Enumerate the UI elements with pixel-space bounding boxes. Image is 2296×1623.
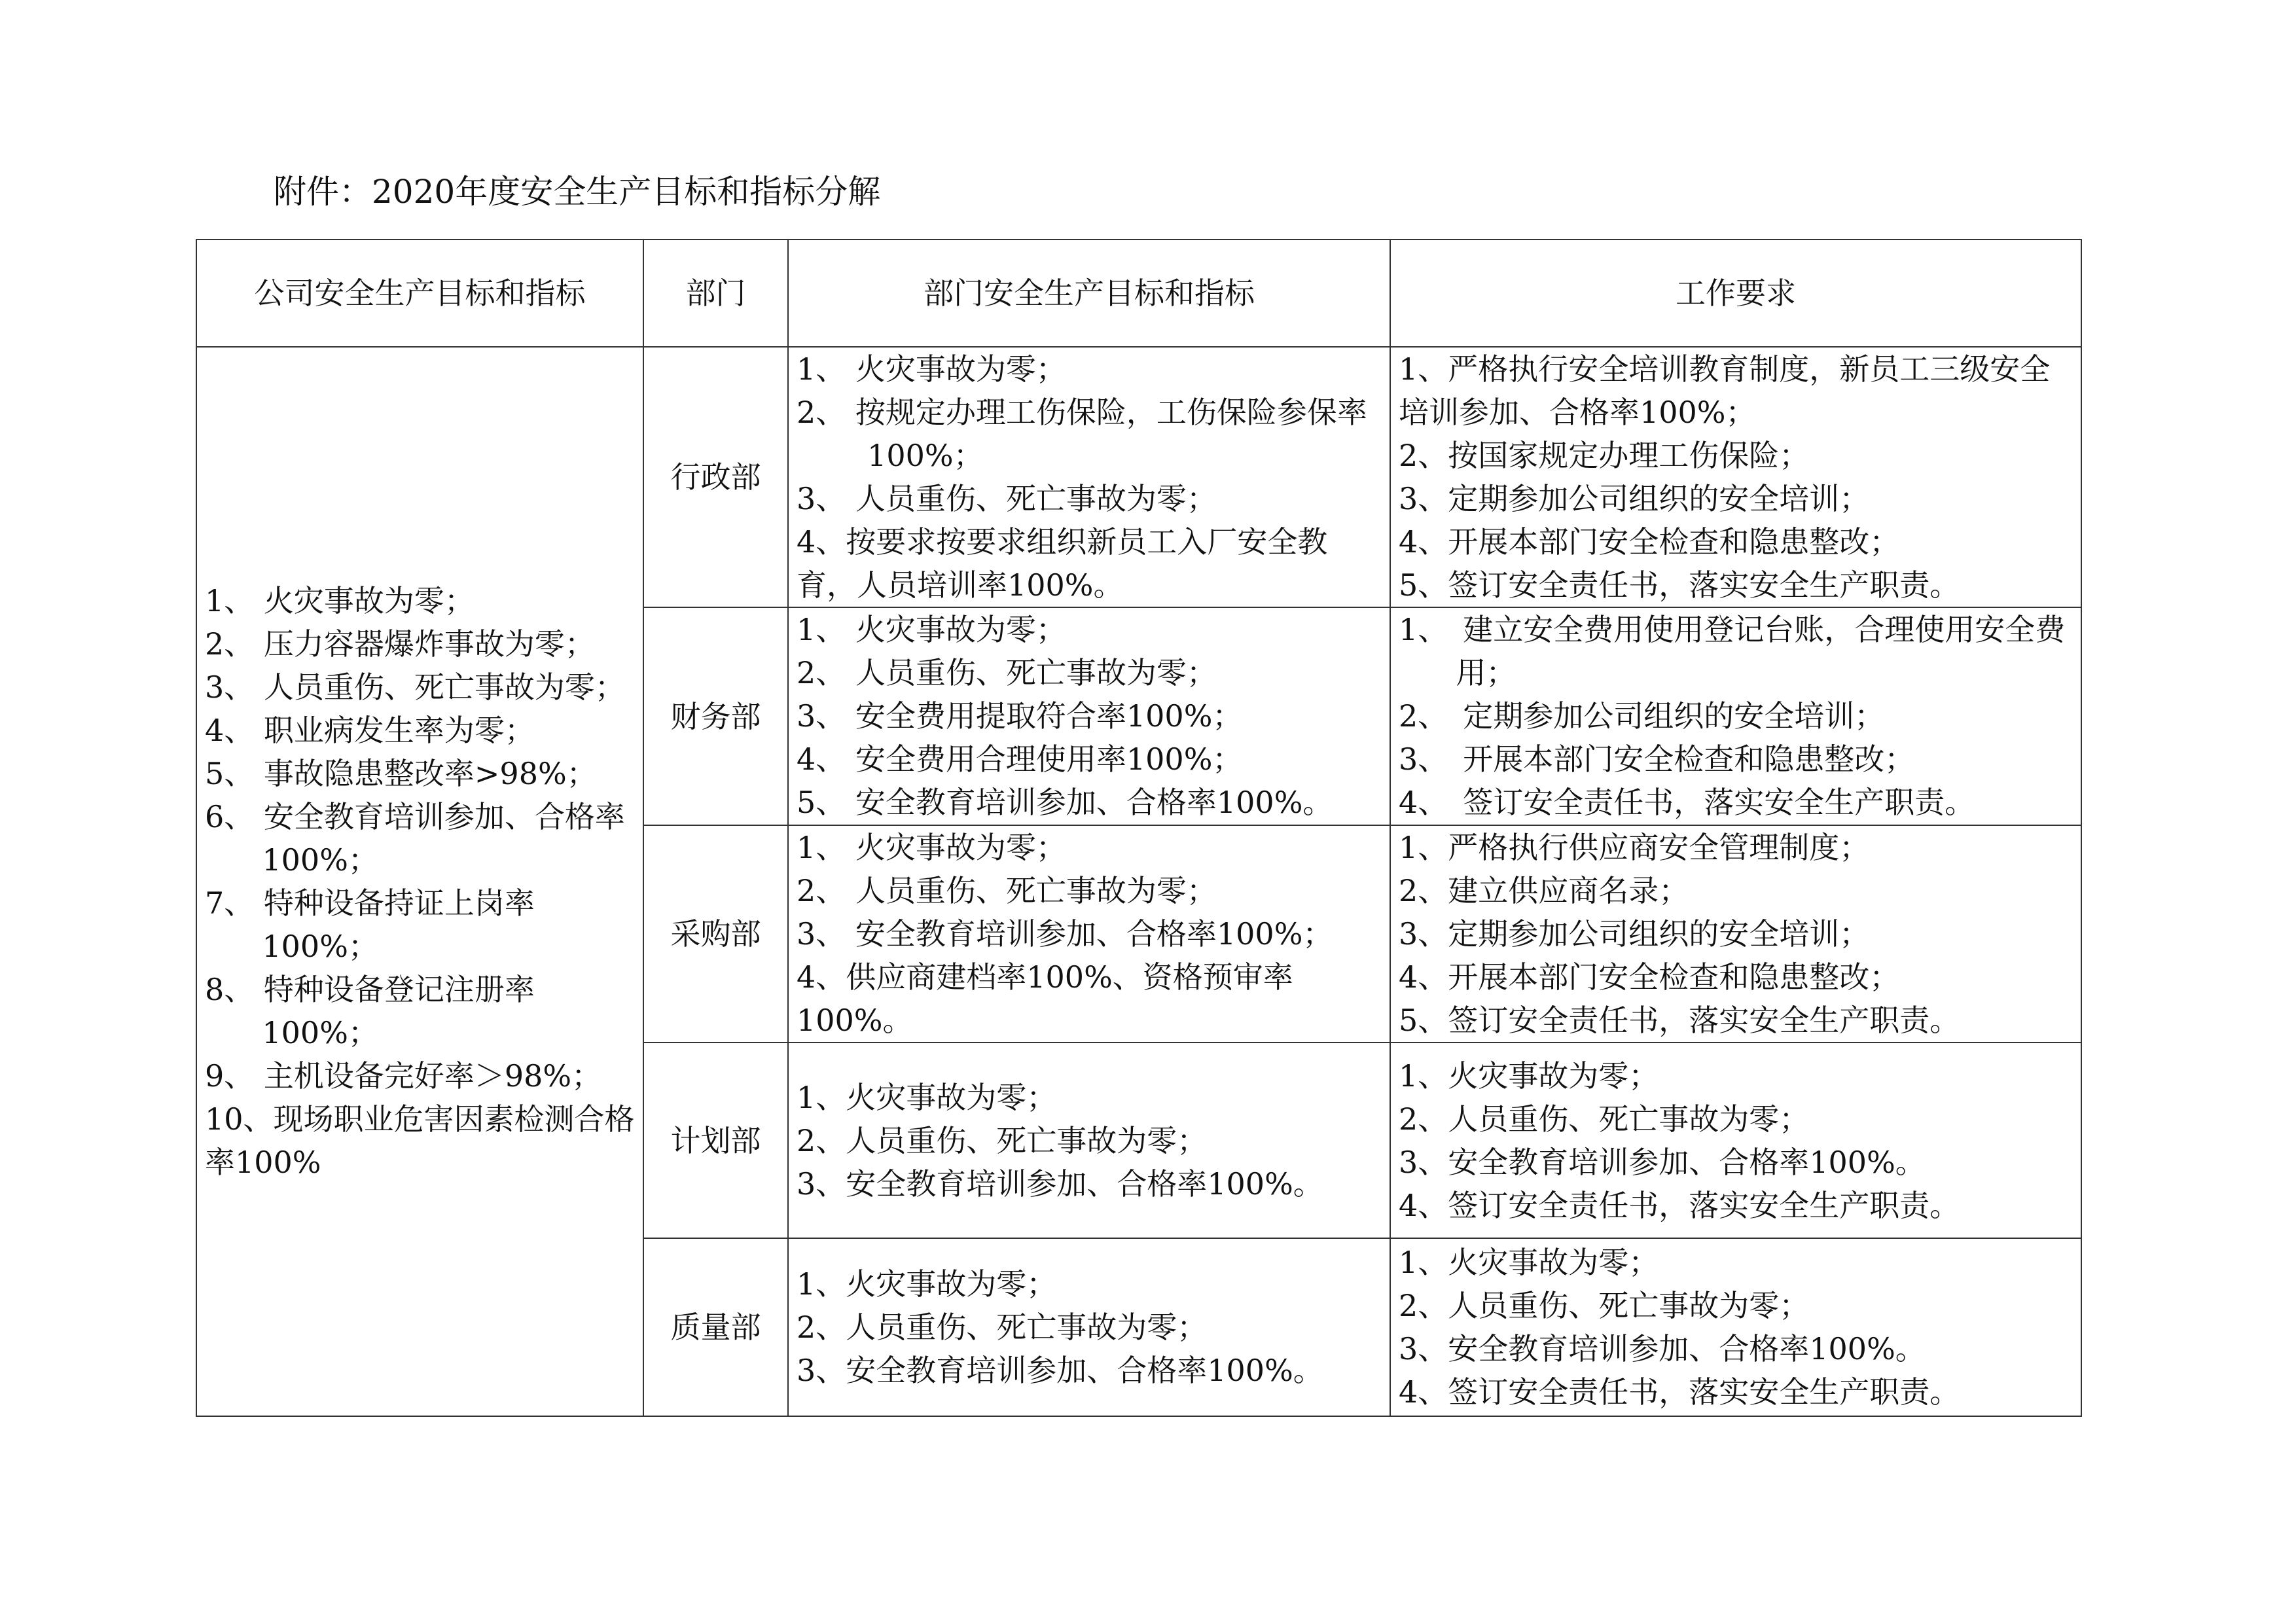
table-header-row (196, 240, 2081, 347)
list-item: 5、 事故隐患整改率>98%； (205, 756, 597, 791)
department-goals-cell (788, 825, 1390, 1043)
list-item: 3、定期参加公司组织的安全培训； (1399, 481, 1870, 516)
list-item: 4、开展本部门安全检查和隐患整改； (1399, 524, 1900, 560)
list-item: 4、签订安全责任书，落实安全生产职责。 (1399, 1374, 1960, 1410)
list-item: 1、火灾事故为零； (797, 1079, 1057, 1115)
list-item: 3、安全教育培训参加、合格率100%。 (797, 1166, 1323, 1202)
list-item: 4、 安全费用合理使用率100%； (797, 741, 1243, 777)
list-item: 3、 安全教育培训参加、合格率100%； (797, 916, 1333, 952)
list-item: 10、现场职业危害因素检测合格率100% (205, 1101, 635, 1180)
header-department: 部门 (643, 240, 788, 347)
list-item: 1、 建立安全费用使用登记台账，合理使用安全费用； (1399, 612, 2066, 690)
department-name: 财务部 (643, 607, 788, 825)
list-item: 2、按国家规定办理工伤保险； (1399, 438, 1810, 473)
department-name: 质量部 (643, 1238, 788, 1416)
list-item: 2、 压力容器爆炸事故为零； (205, 626, 595, 662)
list-item: 1、火灾事故为零； (797, 1266, 1057, 1302)
list-item: 4、 职业病发生率为零； (205, 713, 535, 748)
company-goals-cell (196, 347, 643, 1416)
list-item: 1、严格执行安全培训教育制度，新员工三级安全培训参加、合格率100%； (1399, 351, 2051, 430)
goals-table (196, 239, 2082, 1417)
list-item: 4、 签订安全责任书，落实安全生产职责。 (1399, 785, 1975, 820)
list-item: 1、 火灾事故为零； (797, 830, 1066, 865)
list-item: 5、 安全教育培训参加、合格率100%。 (797, 785, 1333, 820)
department-goals-cell (788, 1238, 1390, 1416)
list-item: 4、开展本部门安全检查和隐患整改； (1399, 959, 1900, 995)
work-requirements-cell (1390, 347, 2081, 607)
list-item: 7、 特种设备持证上岗率100%； (205, 885, 535, 964)
list-item: 2、人员重伤、死亡事故为零； (797, 1310, 1208, 1345)
work-requirements-cell (1390, 607, 2081, 825)
department-goals-cell (788, 347, 1390, 607)
list-item: 5、签订安全责任书，落实安全生产职责。 (1399, 1003, 1960, 1038)
list-item: 2、建立供应商名录； (1399, 873, 1689, 908)
list-item: 1、火灾事故为零； (1399, 1245, 1659, 1280)
list-item: 3、 安全费用提取符合率100%； (797, 698, 1243, 734)
header-work-requirements: 工作要求 (1390, 240, 2081, 347)
list-item: 2、 人员重伤、死亡事故为零； (797, 873, 1217, 908)
list-item: 8、 特种设备登记注册率100%； (205, 972, 535, 1050)
list-item: 1、严格执行供应商安全管理制度； (1399, 830, 1870, 865)
list-item: 5、签订安全责任书，落实安全生产职责。 (1399, 567, 1960, 603)
list-item: 2、人员重伤、死亡事故为零； (1399, 1288, 1810, 1323)
list-item: 3、安全教育培训参加、合格率100%。 (797, 1353, 1323, 1388)
work-requirements-cell (1390, 1043, 2081, 1238)
department-goals-cell (788, 1043, 1390, 1238)
list-item: 4、按要求按要求组织新员工入厂安全教育，人员培训率100%。 (797, 524, 1328, 603)
list-item: 1、火灾事故为零； (1399, 1058, 1659, 1094)
list-item: 2、 按规定办理工伤保险，工伤保险参保率100%； (797, 395, 1367, 473)
list-item: 2、 人员重伤、死亡事故为零； (797, 655, 1217, 690)
list-item: 2、人员重伤、死亡事故为零； (1399, 1101, 1810, 1137)
header-department-goals: 部门安全生产目标和指标 (788, 240, 1390, 347)
work-requirements-cell (1390, 825, 2081, 1043)
header-company-goals: 公司安全生产目标和指标 (196, 240, 643, 347)
list-item: 2、 定期参加公司组织的安全培训； (1399, 698, 1885, 734)
list-item: 1、 火灾事故为零； (797, 351, 1066, 387)
list-item: 3、定期参加公司组织的安全培训； (1399, 916, 1870, 952)
page-title: 附件：2020年度安全生产目标和指标分解 (274, 173, 881, 211)
department-goals-cell (788, 607, 1390, 825)
list-item: 3、安全教育培训参加、合格率100%。 (1399, 1331, 1926, 1366)
department-name: 行政部 (643, 347, 788, 607)
list-item: 4、供应商建档率100%、资格预审率100%。 (797, 959, 1293, 1038)
list-item: 4、签订安全责任书，落实安全生产职责。 (1399, 1187, 1960, 1223)
list-item: 1、 火灾事故为零； (205, 583, 475, 618)
work-requirements-cell (1390, 1238, 2081, 1416)
list-item: 3、 开展本部门安全检查和隐患整改； (1399, 741, 1915, 777)
department-name: 采购部 (643, 825, 788, 1043)
list-item: 3、安全教育培训参加、合格率100%。 (1399, 1144, 1926, 1180)
list-item: 3、 人员重伤、死亡事故为零； (797, 481, 1217, 516)
list-item: 2、人员重伤、死亡事故为零； (797, 1122, 1208, 1158)
list-item: 1、 火灾事故为零； (797, 612, 1066, 647)
list-item: 6、 安全教育培训参加、合格率100%； (205, 799, 625, 878)
department-name: 计划部 (643, 1043, 788, 1238)
list-item: 3、 人员重伤、死亡事故为零； (205, 669, 625, 705)
list-item: 9、 主机设备完好率＞98%； (205, 1058, 602, 1094)
table-row (196, 347, 2081, 607)
